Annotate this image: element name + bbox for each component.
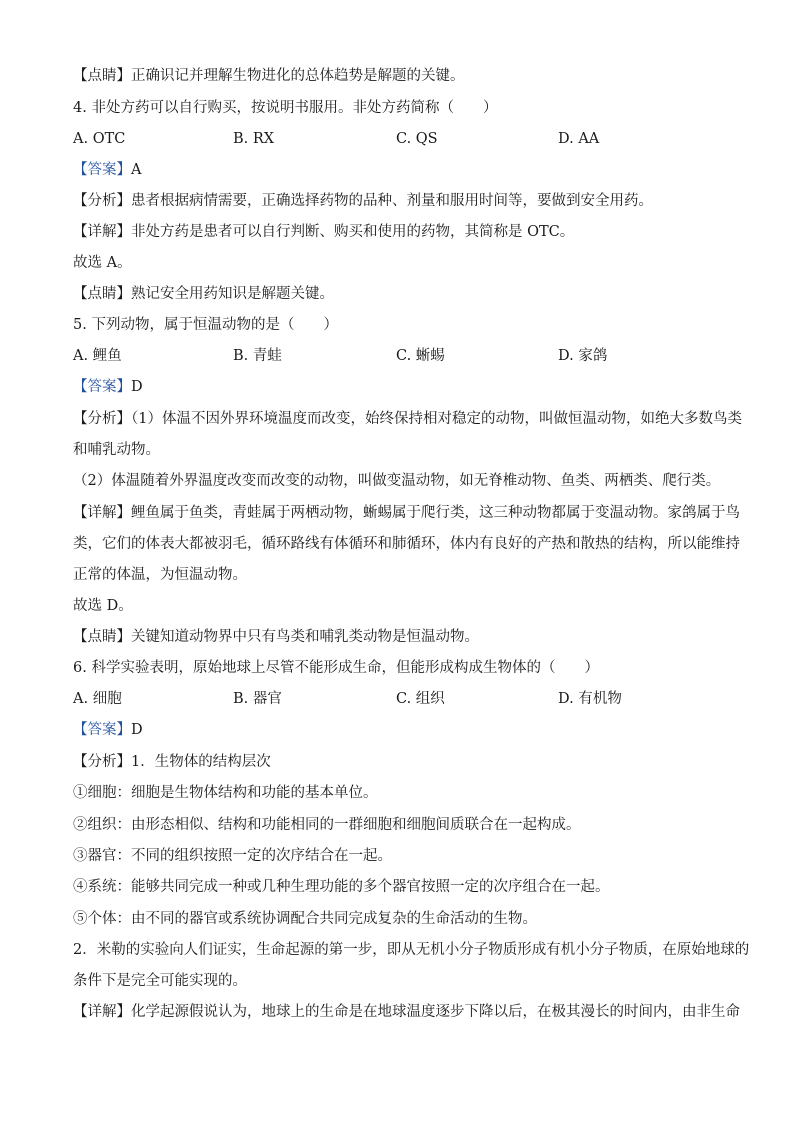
q6-analysis-item-1: ①细胞：细胞是生物体结构和功能的基本单位。 [73,785,378,801]
q6-option-a: A. 细胞 [73,691,122,707]
q6-detail-line [73,1002,740,1022]
q6-analysis-line-1 [73,752,271,772]
q5-option-a: A. 鲤鱼 [73,348,122,364]
q5-option-c: C. 蜥蜴 [396,348,445,364]
q6-analysis-item-3: ③器官：不同的组织按照一定的次序结合在一起。 [73,848,392,864]
tip-tag: 【点睛】 [73,68,131,84]
tip-text: 正确识记并理解生物进化的总体趋势是解题的关键。 [131,68,465,84]
answer-text: D [131,722,143,738]
analysis-tag: 【分析】 [73,754,131,770]
q3-tip-line [73,66,465,86]
q5-analysis-line-2: 和哺乳动物。 [73,442,160,458]
q6-option-b: B. 器官 [233,691,282,707]
q5-stem: 5. 下列动物，属于恒温动物的是（ ） [73,317,338,333]
q4-option-a: A. OTC [73,131,126,147]
q6-option-d: D. 有机物 [558,691,622,707]
q5-analysis-line-3: （2）体温随着外界温度改变而改变的动物，叫做变温动物，如无脊椎动物、鱼类、两栖类、爬行类。 [73,473,721,489]
answer-text: A [131,162,142,178]
detail-tag: 【详解】 [73,505,131,521]
q5-analysis-line-1 [73,409,742,429]
q6-options [73,689,733,709]
q4-tip-line [73,284,334,304]
q5-option-d: D. 家鸽 [558,348,608,364]
answer-text: D [131,379,143,395]
detail-tag: 【详解】 [73,224,131,240]
analysis-text: 1．生物体的结构层次 [131,754,271,770]
tip-text: 熟记安全用药知识是解题关键。 [131,286,334,302]
q5-detail-line-1 [73,503,740,523]
q5-option-b: B. 青蛙 [233,348,282,364]
q6-analysis-point2-line-2: 条件下是完全可能实现的。 [73,973,247,989]
tip-tag: 【点睛】 [73,286,131,302]
q5-detail-line-2: 类，它们的体表大都被羽毛，循环路线有体循环和肺循环，体内有良好的产热和散热的结构，所以能维持 [73,536,740,552]
q5-tip-line [73,627,479,647]
q4-detail-line [73,222,574,242]
q4-analysis-line [73,191,653,211]
detail-text: 非处方药是患者可以自行判断、购买和使用的药物，其简称是 OTC。 [131,224,575,240]
tip-text: 关键知道动物界中只有鸟类和哺乳类动物是恒温动物。 [131,629,479,645]
q5-answer-line [73,377,143,397]
detail-tag: 【详解】 [73,1004,131,1020]
q4-options [73,129,733,149]
q4-stem: 4. 非处方药可以自行购买，按说明书服用。非处方药简称（ ） [73,100,498,116]
q4-choose: 故选 A。 [73,255,132,271]
analysis-tag: 【分析】 [73,411,131,427]
q6-option-c: C. 组织 [396,691,445,707]
q6-answer-line [73,720,143,740]
detail-text: 鲤鱼属于鱼类，青蛙属于两栖动物，蜥蜴属于爬行类，这三种动物都属于变温动物。家鸽属于鸟 [131,505,740,521]
q4-option-d: D. AA [558,131,600,147]
analysis-text: （1）体温不因外界环境温度而改变，始终保持相对稳定的动物，叫做恒温动物，如绝大多数鸟类 [131,411,742,427]
q4-answer-line [73,160,141,180]
detail-text: 化学起源假说认为，地球上的生命是在地球温度逐步下降以后，在极其漫长的时间内，由非生命 [131,1004,740,1020]
q4-option-c: C. QS [396,131,438,147]
q5-options [73,346,733,366]
q6-analysis-item-5: ⑤个体：由不同的器官或系统协调配合共同完成复杂的生命活动的生物。 [73,911,537,927]
tip-tag: 【点睛】 [73,629,131,645]
answer-tag: 【答案】 [73,722,131,738]
q5-detail-line-3: 正常的体温，为恒温动物。 [73,567,247,583]
q6-analysis-item-4: ④系统：能够共同完成一种或几种生理功能的多个器官按照一定的次序组合在一起。 [73,879,610,895]
q4-option-b: B. RX [233,131,275,147]
analysis-text: 患者根据病情需要，正确选择药物的品种、剂量和服用时间等，要做到安全用药。 [131,193,653,209]
q5-choose: 故选 D。 [73,598,133,614]
answer-tag: 【答案】 [73,379,131,395]
q6-analysis-item-2: ②组织：由形态相似、结构和功能相同的一群细胞和细胞间质联合在一起构成。 [73,817,581,833]
q6-stem: 6. 科学实验表明，原始地球上尽管不能形成生命，但能形成构成生物体的（ ） [73,660,599,676]
q6-analysis-point2-line-1: 2．米勒的实验向人们证实，生命起源的第一步，即从无机小分子物质形成有机小分子物质，在原始地球的 [73,942,750,958]
analysis-tag: 【分析】 [73,193,131,209]
answer-tag: 【答案】 [73,162,131,178]
